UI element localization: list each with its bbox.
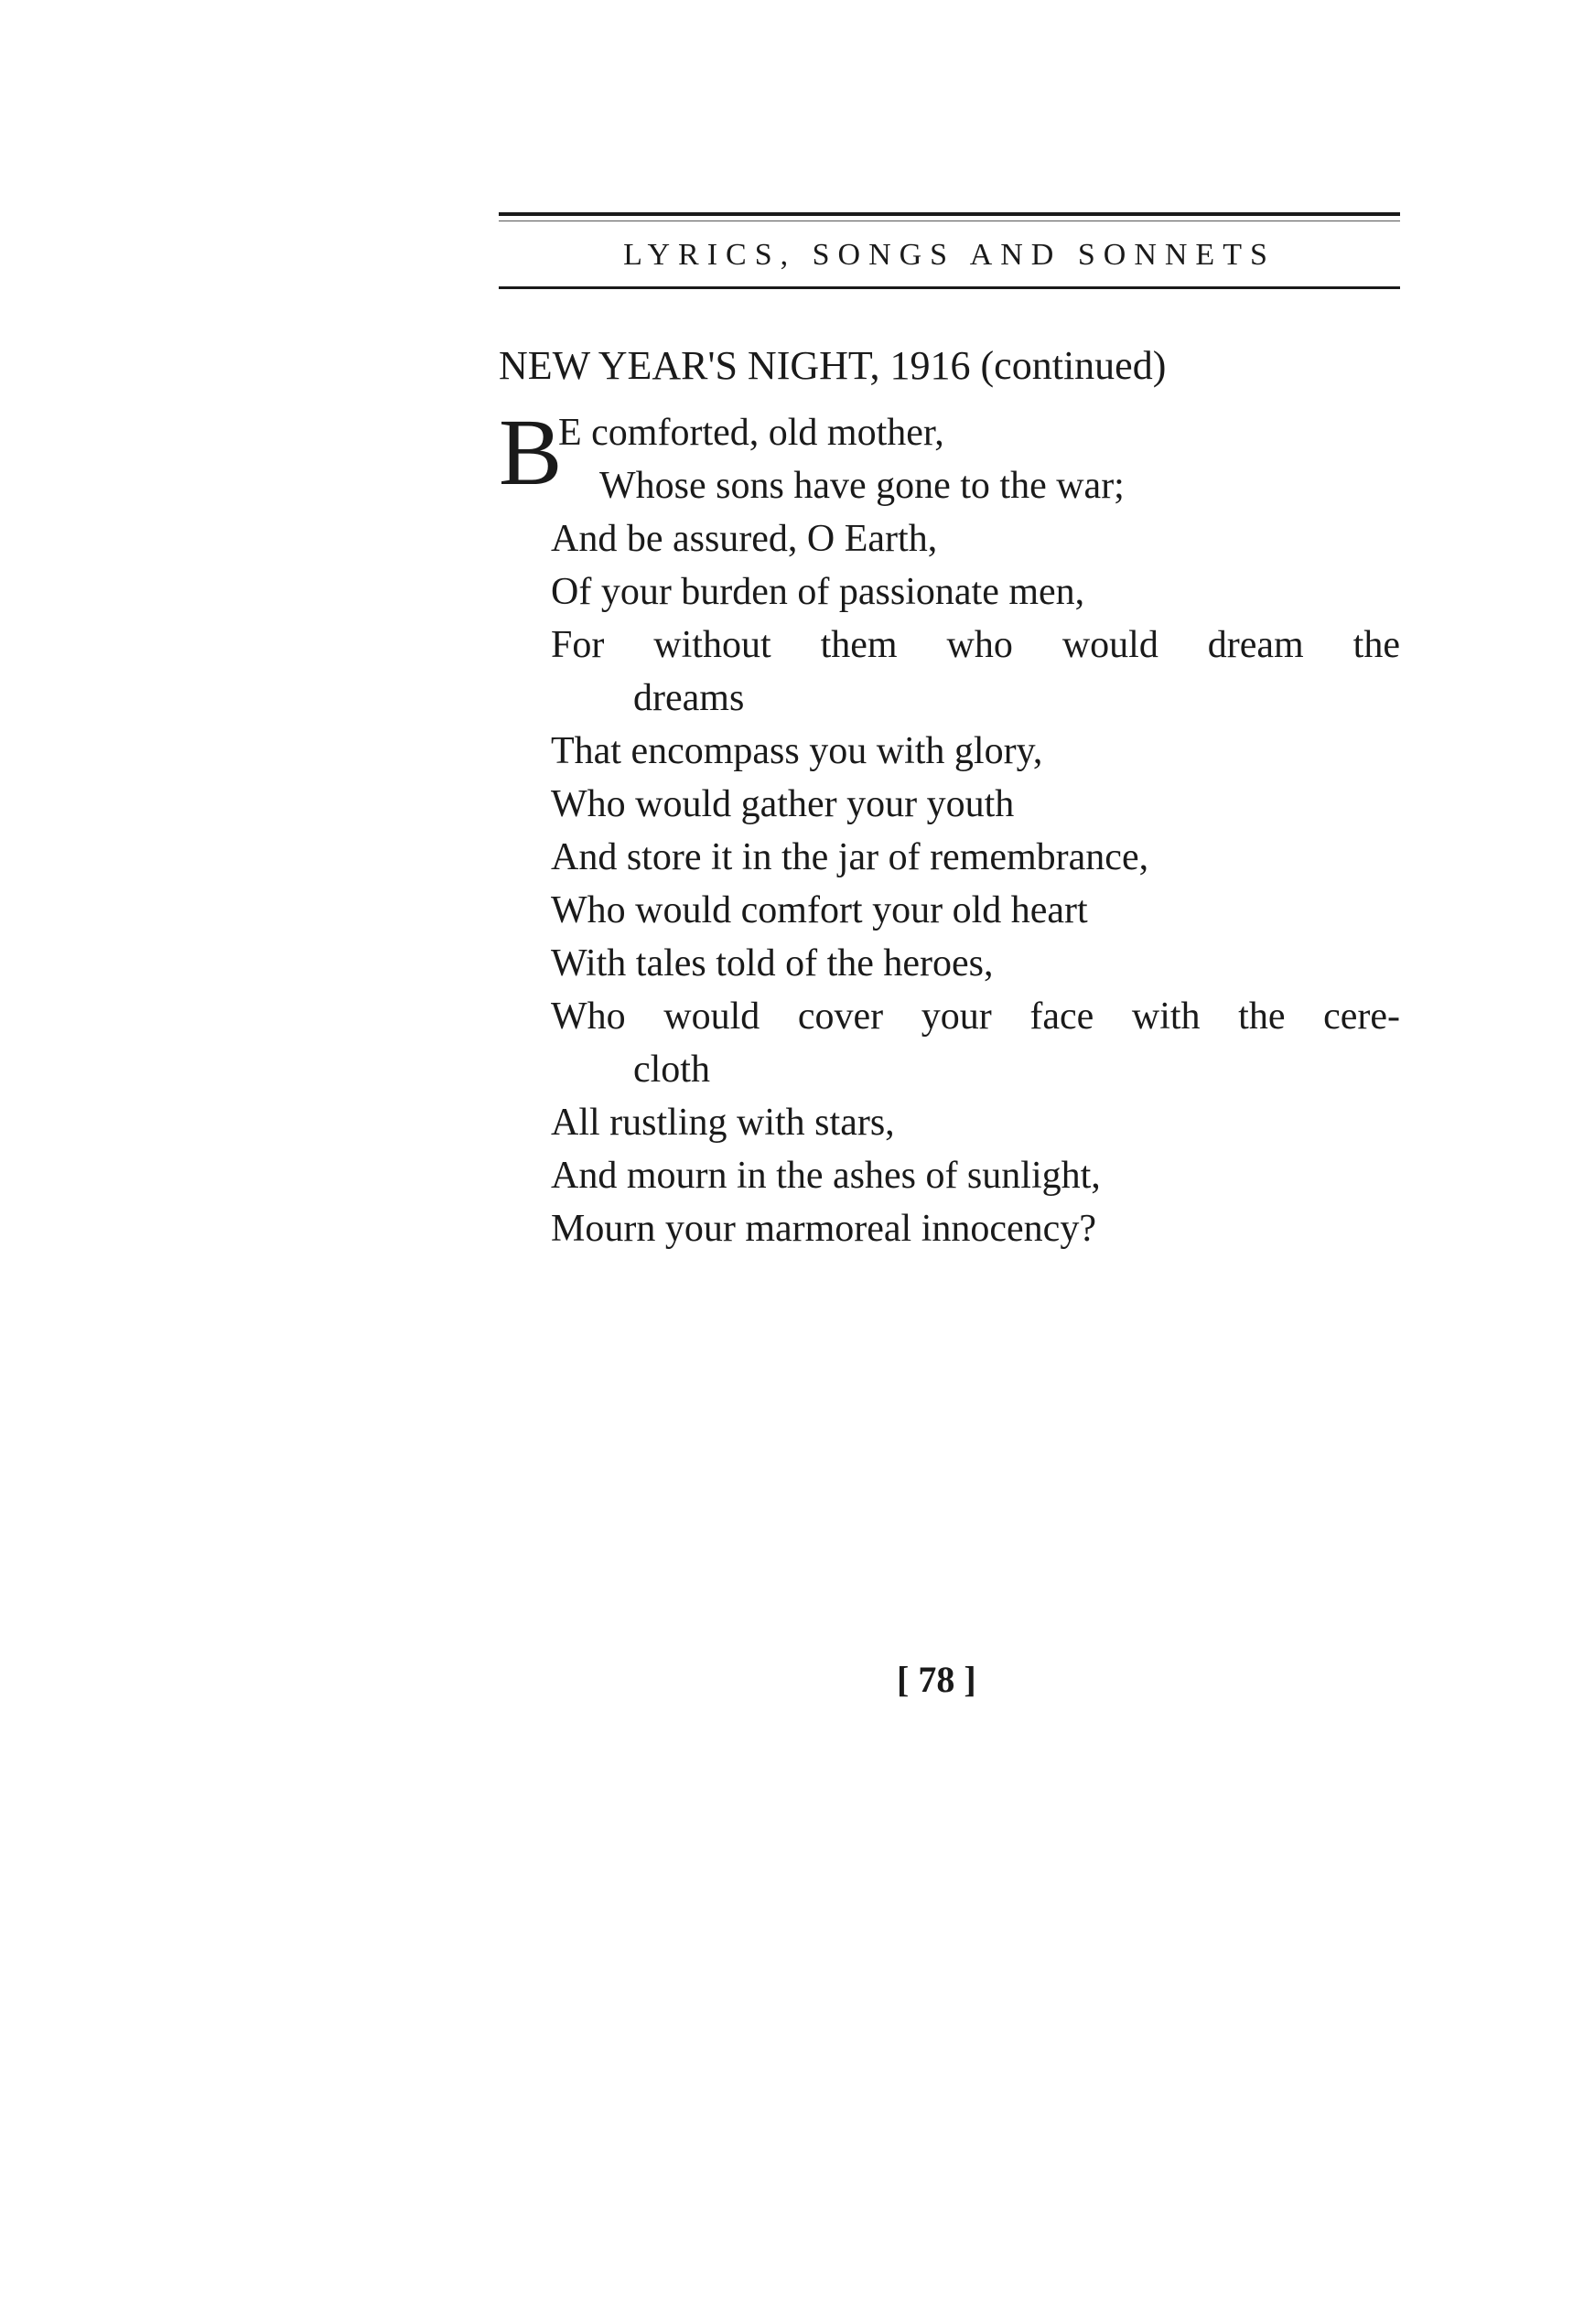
verse-line-1: E comforted, old mother, [558,412,944,454]
running-head: LYRICS, SONGS AND SONNETS [623,238,1276,272]
verse-line-12: Who would cover your face with the cere- [551,995,1400,1038]
verse-line-14: All rustling with stars, [551,1102,895,1144]
verse-line-8: Who would gather your youth [551,783,1015,825]
verse-line-4: Of your burden of passionate men, [551,571,1085,613]
verse-line-3: And be assured, O Earth, [551,518,938,560]
page-number: [ 78 ] [897,1659,976,1700]
verse-line-10: Who would comfort your old heart [551,889,1088,931]
poem-title [499,339,1166,393]
header-rule-bottom [499,286,1400,289]
verse-line-9: And store it in the jar of remembrance, [551,836,1149,878]
verse-line-11: With tales told of the heroes, [551,942,994,984]
verse-line-6: dreams [633,677,745,719]
verse-line-2: Whose sons have gone to the war; [599,465,1125,507]
header-rule-thick [499,212,1400,216]
verse-line-15: And mourn in the ashes of sunlight, [551,1155,1101,1197]
poem-subtitle: (continued) [980,343,1167,388]
verse-line-13: cloth [633,1049,710,1091]
poem-title-text: NEW YEAR'S NIGHT, [499,343,880,388]
poem-year: 1916 [889,343,971,388]
drop-cap: B [499,400,563,505]
verse-line-7: That encompass you with glory, [551,730,1043,772]
verse-line-16: Mourn your marmoreal innocency? [551,1208,1096,1250]
verse-line-5: For without them who would dream the [551,624,1400,666]
